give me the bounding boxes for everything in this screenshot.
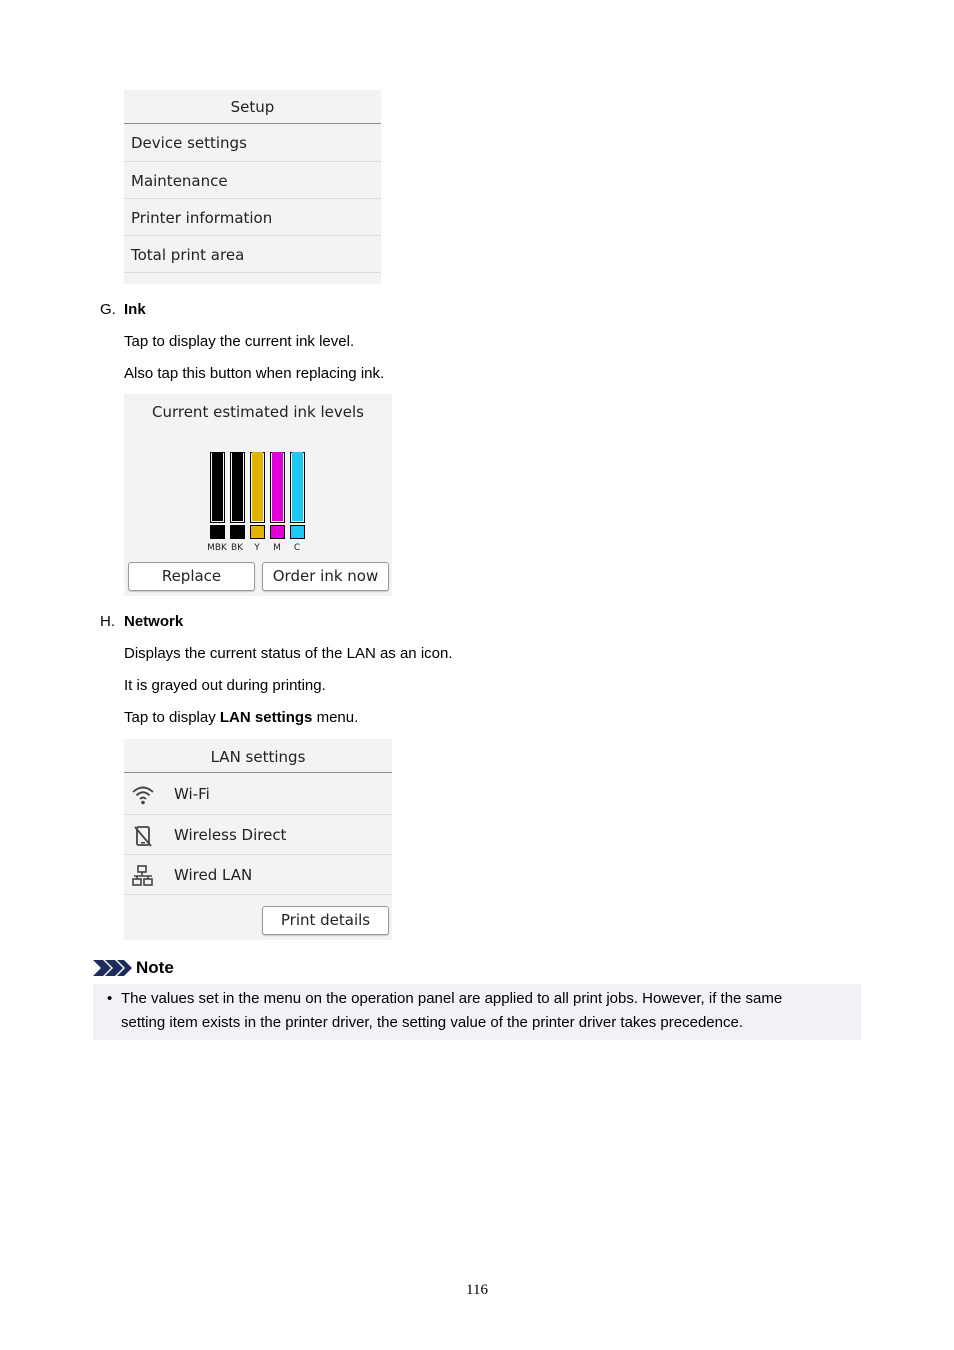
section-h-line3-post: menu.	[312, 709, 359, 726]
setup-panel	[124, 90, 381, 284]
note-text-line2: setting item exists in the printer driver, the setting value of the printer driver takes precedence.	[121, 1014, 743, 1031]
section-g-line1: Tap to display the current ink level.	[124, 333, 355, 350]
section-g-marker: G.	[100, 301, 116, 318]
note-text-line1: The values set in the menu on the operation panel are applied to all print jobs. However, if the same	[121, 990, 783, 1007]
lan-item-label: Wireless Direct	[174, 826, 287, 844]
ink-panel-title: Current estimated ink levels	[151, 403, 364, 421]
setup-item-label: Total print area	[131, 246, 245, 264]
note-chevrons-icon	[93, 960, 133, 976]
section-h-line1: Displays the current status of the LAN as an icon.	[124, 645, 453, 662]
order-ink-now-button[interactable]: Order ink now	[262, 562, 389, 591]
section-h-marker: H.	[100, 613, 115, 630]
ink-tank	[270, 452, 285, 523]
ink-cartridge-base	[290, 525, 305, 539]
ink-tank	[290, 452, 305, 523]
note-heading: Note	[136, 958, 174, 977]
ink-level-fill	[292, 452, 303, 521]
ink-tank	[250, 452, 265, 523]
ink-tank	[210, 452, 225, 523]
ink-gauge-bk	[230, 452, 245, 540]
section-h-line3-pre: Tap to display	[124, 709, 220, 726]
ink-level-fill	[252, 452, 263, 521]
setup-item-printer-information[interactable]	[124, 198, 381, 236]
ink-label: C	[293, 543, 301, 553]
setup-item-device-settings[interactable]	[124, 124, 381, 161]
ink-cartridge-base	[230, 525, 245, 539]
note-bullet: •	[107, 990, 113, 1007]
section-h-heading	[124, 613, 183, 630]
ink-level-fill	[232, 452, 243, 521]
setup-item-label: Printer information	[131, 209, 273, 227]
lan-item-wired-lan[interactable]	[124, 854, 392, 895]
wired-lan-icon	[131, 864, 155, 888]
note-box	[93, 984, 861, 1040]
lan-item-wifi[interactable]	[124, 774, 392, 814]
section-g-heading-text: Ink	[124, 301, 146, 318]
wifi-icon	[131, 783, 155, 807]
ink-label: Y	[254, 543, 260, 553]
ink-label: BK	[230, 543, 244, 553]
ink-gauge-m	[270, 452, 285, 540]
page-number: 116	[466, 1282, 488, 1298]
lan-item-label: Wi-Fi	[174, 785, 210, 803]
lan-item-wireless-direct[interactable]	[124, 814, 392, 855]
lan-settings-panel	[124, 739, 392, 940]
ink-gauge-c	[290, 452, 305, 540]
setup-item-total-print-area[interactable]	[124, 235, 381, 273]
ink-level-fill	[272, 452, 283, 521]
section-h-line3	[124, 709, 358, 726]
section-g-heading	[124, 301, 146, 318]
ink-level-fill	[212, 452, 223, 521]
replace-button[interactable]: Replace	[128, 562, 255, 591]
setup-panel-title: Setup	[230, 98, 275, 116]
section-h-line2: It is grayed out during printing.	[124, 677, 326, 694]
lan-panel-title: LAN settings	[210, 748, 306, 766]
ink-gauge-y	[250, 452, 265, 540]
ink-tank	[230, 452, 245, 523]
section-h-heading-text: Network	[124, 613, 184, 630]
ink-cartridge-base	[210, 525, 225, 539]
print-details-button[interactable]: Print details	[262, 906, 389, 935]
setup-item-maintenance[interactable]	[124, 161, 381, 199]
setup-item-label: Device settings	[131, 134, 247, 152]
ink-cartridge-base	[250, 525, 265, 539]
ink-gauge-mbk	[210, 452, 225, 540]
setup-item-label: Maintenance	[131, 172, 228, 190]
lan-settings-emphasis: LAN settings	[219, 709, 313, 726]
ink-label: M	[273, 543, 281, 553]
ink-label: MBK	[207, 543, 227, 553]
section-g-line2: Also tap this button when replacing ink.	[124, 365, 385, 382]
wireless-direct-icon	[131, 824, 155, 848]
lan-item-label: Wired LAN	[174, 866, 253, 884]
ink-cartridge-base	[270, 525, 285, 539]
